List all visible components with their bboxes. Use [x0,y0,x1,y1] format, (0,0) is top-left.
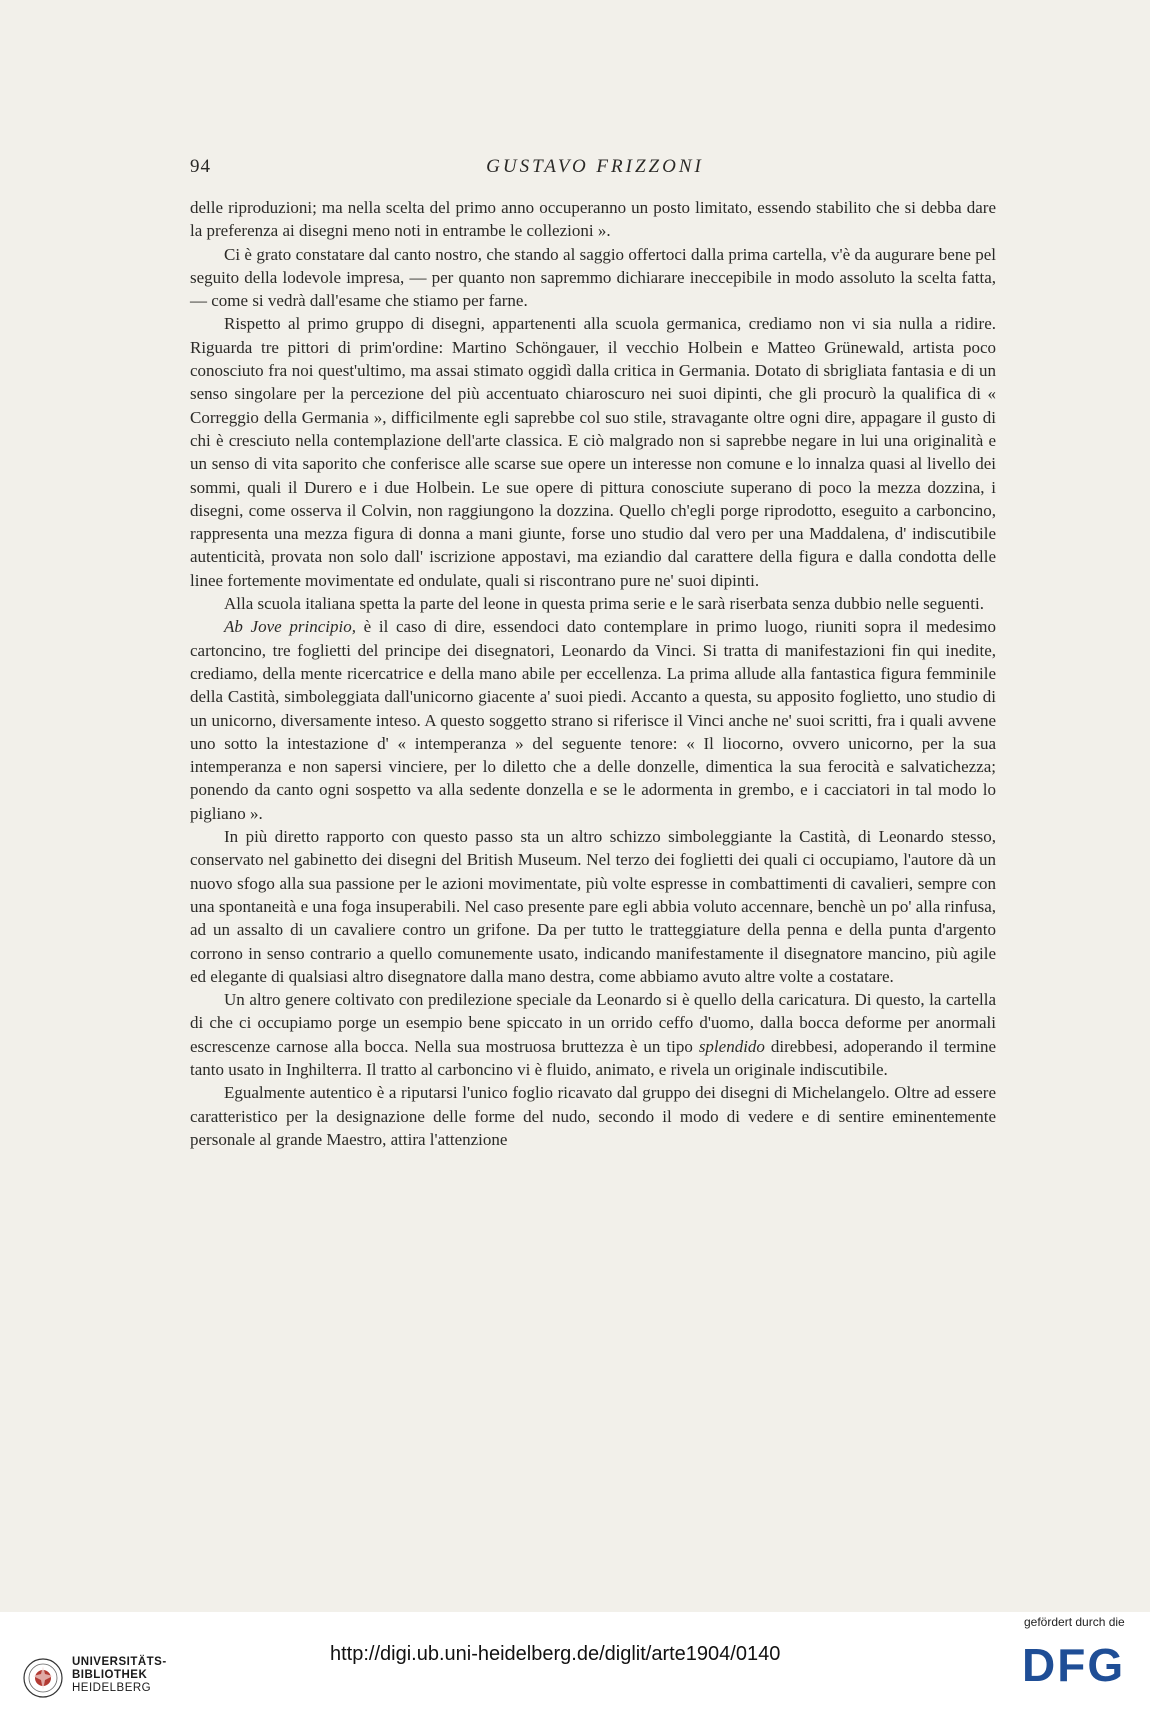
university-seal-icon [22,1657,64,1699]
library-line: BIBLIOTHEK [72,1669,148,1681]
italic-word: splendido [698,1036,765,1056]
dfg-logo-icon [1022,1637,1132,1689]
italic-phrase: Ab Jove principio, [224,617,356,637]
paragraph: Ci è grato constatare dal canto nostro, che stando al saggio offertoci dalla prima cartella, v'è da augurare bene pel seguito della lodevole impresa, — per quanto non sapremmo dichiarare ineccepibile in modo assoluto la scelta fatta, — come si vedrà dall'esame che stiamo per farne. [190,244,996,311]
paragraph: delle riproduzioni; ma nella scelta del primo anno occuperanno un posto limitato, essendo stabilito che si debba dare la preferenza ai disegni meno noti in entrambe le collezioni ». [190,198,996,241]
page-number: 94 [190,156,211,177]
footer [0,1612,1150,1720]
paragraph: In più diretto rapporto con questo passo sta un altro schizzo simboleggiante la Castità, di Leonardo stesso, conservato nel gabinetto dei disegni del British Museum. Nel terzo dei foglietti dei quali ci occupiamo, l'autore dà un nuovo sfogo alla sua passione per le azioni movimentate, più volte espresse in combattimenti di cavalieri, sempre con una spontaneità e una foga insuperabili. Nel caso presente pare egli abbia voluto accennare, benchè un po' alla rinfusa, ad un assalto di un cavaliere contro un grifone. Da per tutto le tratteggiature della penna e della punta d'argento corrono in senso contrario a quello comunemente usato, indicando manifestamente il disegnatore mancino, più agile ed elegante di qualsiasi altro disegnatore dalla mano destra, come abbiamo avuto altre volte a costatare. [190,827,996,986]
paragraph: Alla scuola italiana spetta la parte del leone in questa prima serie e le sarà riserbata senza dubbio nelle seguenti. [224,594,984,614]
paragraph: Rispetto al primo gruppo di disegni, appartenenti alla scuola germanica, crediamo non vi sia nulla a ridire. Riguarda tre pittori di prim'ordine: Martino Schöngauer, il vecchio Holbein e Matteo Grünewald, artista poco conosciuto fra noi quest'ultimo, ma assai stimato oggidì dalla critica in Germania. Dotato di sbrigliata fantasia e di un senso singolare per la percezione del più accentuato chiaroscuro nei suoi dipinti, che gli procurò la qualifica di « Correggio della Germania », difficilmente egli saprebbe col suo stile, stravagante oltre ogni dire, appagare il gusto di chi è cresciuto nella contemplazione dell'arte classica. E ciò malgrado non si saprebbe negare in lui una originalità e un senso di vita saporito che conferisce alle scarse sue opere un interesse non comune e lo innalza quasi al livello dei sommi, quali il Durero e i due Holbein. Le sue opere di pittura conosciute superano di poco la mezza dozzina, i disegni, come osserva il Colvin, non raggiungono la dozzina. Quello ch'egli porge riprodotto, eseguito a carboncino, rappresenta una mezza figura di donna a mani giunte, forse uno studio dal vero per una Maddalena, d' indiscutibile autenticità, provata non solo dall' iscrizione appostavi, ma eziandio dal carattere della figura e dalla condotta delle linee fortemente movimentate ed ondulate, quali si riscontrano pure ne' suoi dipinti. [190,314,996,590]
library-name [72,1656,167,1695]
paragraph: Egualmente autentico è a riputarsi l'unico foglio ricavato dal gruppo dei disegni di Michelangelo. Oltre ad essere caratteristico per la designazione delle forme del nudo, secondo il modo di vedere e di sentire eminentemente personale al grande Maestro, attira l'attenzione [190,1083,996,1149]
page-header [190,156,1000,186]
dfg-wordmark: DFG [1022,1639,1126,1689]
funding-label: gefördert durch die [1024,1615,1125,1629]
library-line: UNIVERSITÄTS- [72,1656,167,1668]
paragraph [190,988,996,1081]
paragraph-text: direbbesi, adoperando il termine tanto usato in Inghilterra. Il tratto al carboncino vi è fluido, animato, e rivela un originale indiscutibile. [190,1036,997,1079]
url-link[interactable]: http://digi.ub.uni-heidelberg.de/diglit/arte1904/0140 [330,1643,781,1665]
paragraph-text: Un altro genere coltivato con predilezione speciale da Leonardo si è quello della caricatura. Di questo, la cartella di che ci occupiamo porge un esempio bene spiccato in un orrido ceffo d'uomo, dalla bocca deforme per anormali escrescenze carnose alla bocca. Nella sua mostruosa bruttezza è un tipo [190,990,996,1056]
paragraph-text: è il caso di dire, essendoci dato contemplare in primo luogo, riuniti sopra il medesimo cartoncino, tre foglietti del principe dei disegnatori, Leonardo da Vinci. Si tratta di manifestazioni fin qui inedite, crediamo, della mente ricercatrice e della mano abile per eccellenza. La prima allude alla fantastica figura femminile della Castità, simboleggiata dall'unicorno giacente a' suoi piedi. Accanto a questa, su apposito foglietto, uno studio di un unicorno, diversamente inteso. A questo soggetto strano si riferisce il Vinci anche ne' suoi scritti, fra i quali avvene uno sotto la intestazione d' « intemperanza » del seguente tenore: « Il liocorno, ovvero unicorno, per la sua intemperanza e non sapersi vinciere, per lo diletto che a delle donzelle, dimentica la sua ferocità e salvatichezza; ponendo da canto ogni sospetto va alla sedente donzella e se le adormenta in grembo, e i cacciatori in tal modo lo pigliano ». [190,617,996,823]
paragraph [190,615,996,825]
body-text [190,196,996,1151]
running-title: GUSTAVO FRIZZONI [486,156,704,177]
library-line: HEIDELBERG [72,1682,152,1694]
